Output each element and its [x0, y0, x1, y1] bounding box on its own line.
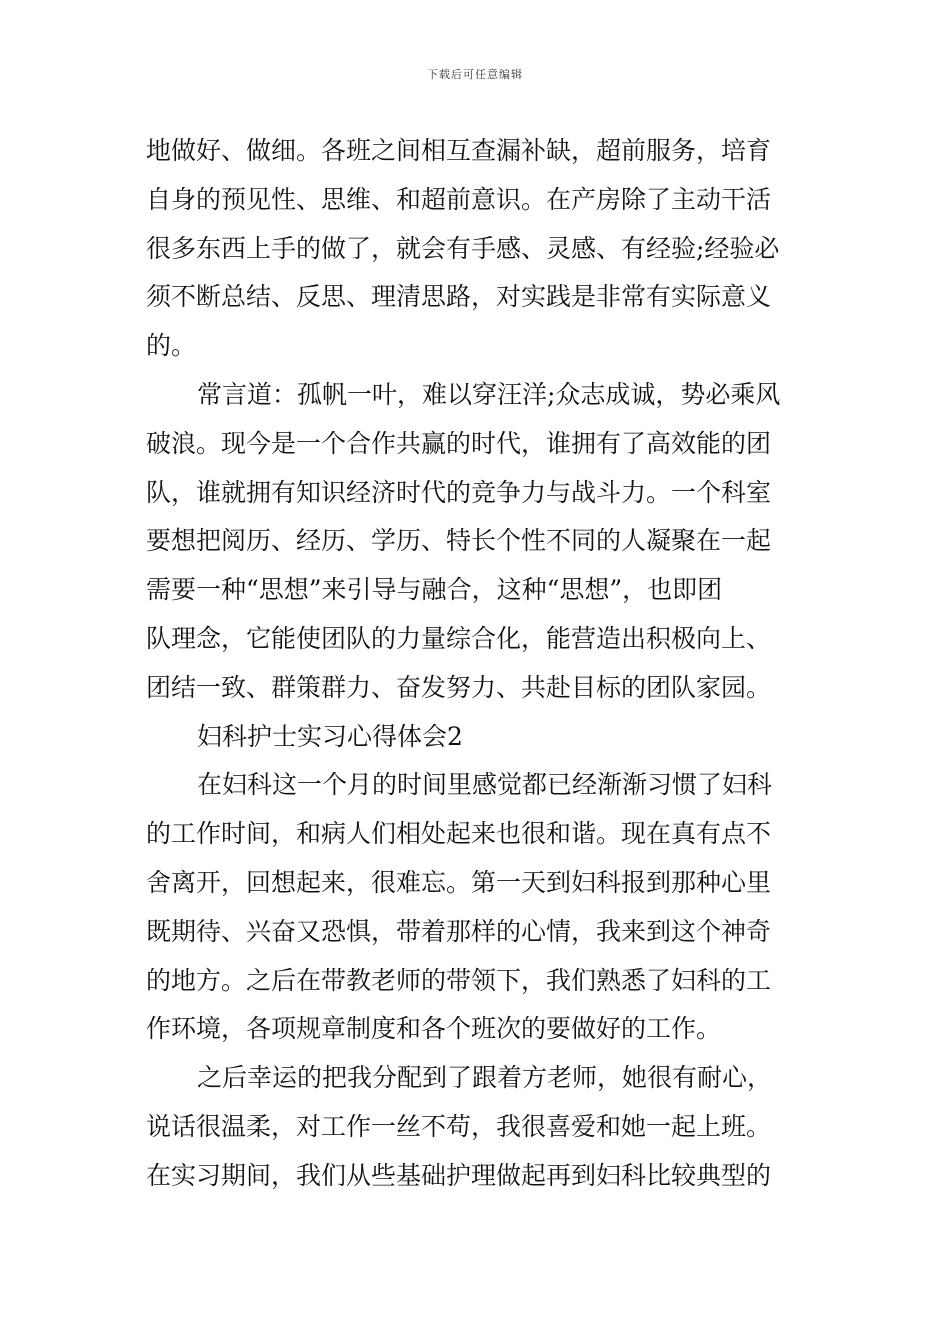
- page-header: 下载后可任意编辑: [427, 68, 523, 81]
- text-line: 需要一种“思想”来引导与融合，这种“思想”，也即团: [146, 575, 723, 605]
- text-line: 的地方。之后在带教老师的带领下，我们熟悉了妇科的工: [146, 965, 772, 995]
- text-line: 的工作时间，和病人们相处起来也很和谐。现在真有点不: [146, 819, 772, 849]
- text-line: 在实习期间，我们从些基础护理做起再到妇科比较典型的: [146, 1160, 772, 1190]
- paragraph: [146, 761, 808, 1054]
- text-line: 团结一致、群策群力、奋发努力、共赴目标的团队家园。: [146, 672, 772, 702]
- section-heading-text: 妇科护士实习心得体会2: [197, 721, 463, 751]
- text-line: 要想把阅历、经历、学历、特长个性不同的人凝聚在一起: [146, 526, 772, 556]
- section-heading: [146, 713, 808, 762]
- text-line: 在妇科这一个月的时间里感觉都已经渐渐习惯了妇科: [197, 770, 773, 800]
- text-line: 的。: [146, 331, 197, 361]
- paragraph: [146, 371, 808, 713]
- text-line: 破浪。现今是一个合作共赢的时代，谁拥有了高效能的团: [146, 428, 772, 458]
- text-line: 之后幸运的把我分配到了跟着方老师，她很有耐心，: [197, 1063, 773, 1093]
- paragraph: [146, 127, 808, 371]
- text-line: 很多东西上手的做了，就会有手感、灵感、有经验;经验必: [146, 233, 780, 263]
- text-line: 自身的预见性、思维、和超前意识。在产房除了主动干活: [146, 184, 772, 214]
- text-line: 说话很温柔，对工作一丝不苟，我很喜爱和她一起上班。: [146, 1111, 772, 1141]
- text-line: 既期待、兴奋又恐惧，带着那样的心情，我来到这个神奇: [146, 916, 772, 946]
- text-line: 须不断总结、反思、理清思路，对实践是非常有实际意义: [146, 282, 772, 312]
- text-line: 队，谁就拥有知识经济时代的竞争力与战斗力。一个科室: [146, 477, 772, 507]
- text-line: 舍离开，回想起来，很难忘。第一天到妇科报到那种心里: [146, 867, 772, 897]
- paragraph: [146, 1054, 808, 1200]
- text-line: 队理念，它能使团队的力量综合化，能营造出积极向上、: [146, 623, 772, 653]
- document-body: [146, 127, 808, 1201]
- text-line: 作环境，各项规章制度和各个班次的要做好的工作。: [146, 1014, 722, 1044]
- text-line: 地做好、做细。各班之间相互查漏补缺，超前服务，培育: [146, 136, 772, 165]
- text-line: 常言道：孤帆一叶，难以穿汪洋;众志成诚，势必乘风: [197, 379, 781, 409]
